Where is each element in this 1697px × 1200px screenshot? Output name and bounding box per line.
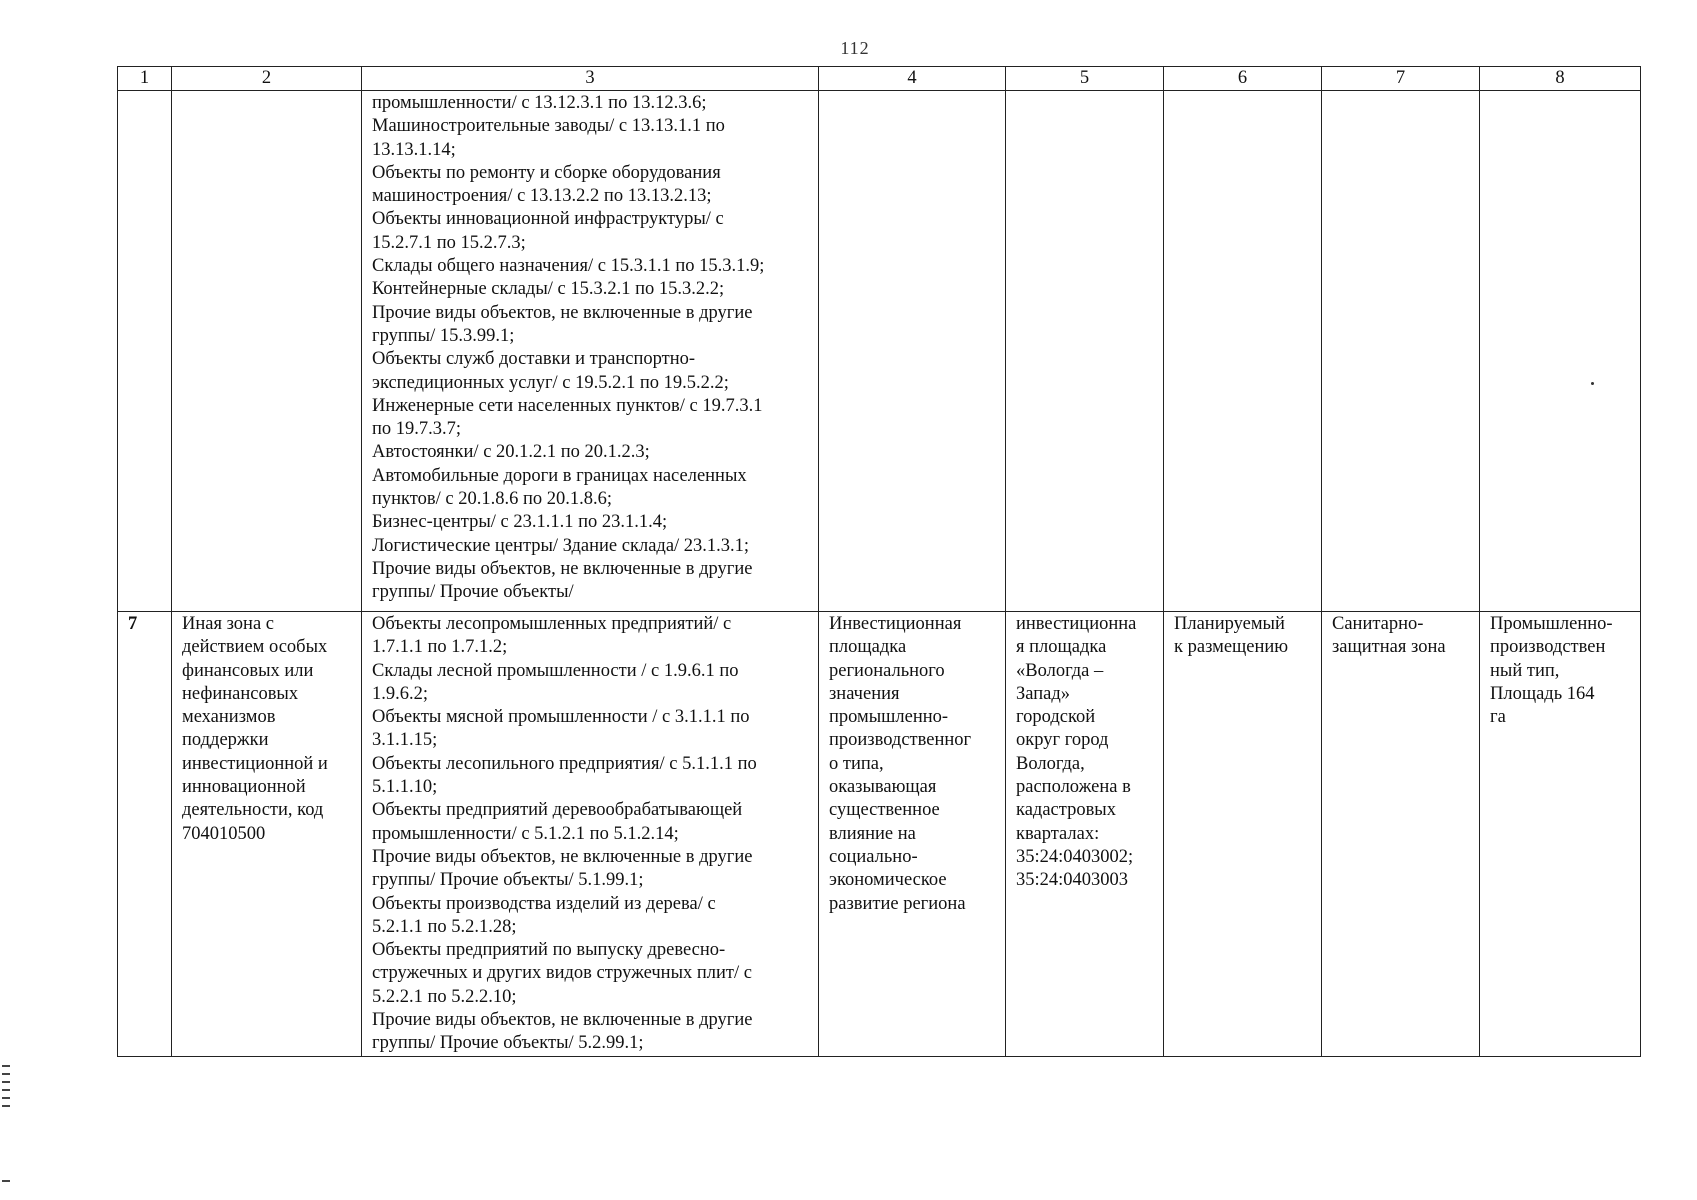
table-row <box>118 91 1641 612</box>
zone-purpose-cell <box>819 91 1006 612</box>
margin-mark <box>2 1105 10 1107</box>
cell-text-line: 3.1.1.15; <box>372 730 438 751</box>
status-cell <box>1164 91 1322 612</box>
cell-text-line: Логистические центры/ Здание склада/ 23.1.3.1; <box>372 535 750 556</box>
column-header: 5 <box>1006 67 1164 91</box>
zone-name-cell <box>172 91 362 612</box>
cell-text-line: Автомобильные дороги в границах населенных <box>372 465 747 486</box>
cell-text-line: 1.9.6.2; <box>372 683 429 704</box>
cell-text-line: промышленности/ с 5.1.2.1 по 5.1.2.14; <box>372 823 679 844</box>
cell-text-line: Инженерные сети населенных пунктов/ с 19.7.3.1 <box>372 395 763 416</box>
cell-text-line: 704010500 <box>182 823 266 844</box>
cell-text-line: округ город <box>1016 730 1109 751</box>
cell-text-line: поддержки <box>182 730 269 751</box>
row-number-cell <box>118 91 172 612</box>
cell-text-line: Иная зона с <box>182 614 275 634</box>
cell-text-line: оказывающая <box>829 777 937 798</box>
cell-text-line: Объекты предприятий деревообрабатывающей <box>372 800 743 821</box>
cell-text-line: регионального <box>829 660 945 681</box>
cell-text-line: Склады лесной промышленности / с 1.9.6.1 по <box>372 660 739 681</box>
cell-text-line: Объекты по ремонту и сборке оборудования <box>372 162 721 183</box>
cell-text-line: Машиностроительные заводы/ с 13.13.1.1 по <box>372 116 725 137</box>
cell-text-line: машиностроения/ с 13.13.2.2 по 13.13.2.13; <box>372 186 712 207</box>
cell-text-line: Контейнерные склады/ с 15.3.2.1 по 15.3.2.2; <box>372 279 725 300</box>
cell-text-line: Объекты инновационной инфраструктуры/ с <box>372 209 724 230</box>
column-header: 8 <box>1480 67 1641 91</box>
cell-text-line: 5.2.1.1 по 5.2.1.28; <box>372 916 517 937</box>
zone-name-cell <box>172 612 362 1057</box>
cell-text-line: Объекты производства изделий из дерева/ с <box>372 893 716 914</box>
cell-text-line: Прочие виды объектов, не включенные в другие <box>372 846 753 867</box>
restriction-cell <box>1322 91 1480 612</box>
cell-text-line: 35:24:0403002; <box>1016 846 1134 867</box>
cell-text-line: Запад» <box>1016 683 1071 704</box>
cell-text-line: пунктов/ с 20.1.8.6 по 20.1.8.6; <box>372 489 613 510</box>
status-cell <box>1164 612 1322 1057</box>
restriction-cell <box>1322 612 1480 1057</box>
cell-text-line: Объекты лесопильного предприятия/ с 5.1.1.1 по <box>372 753 757 774</box>
cell-text-line: о типа, <box>829 753 884 774</box>
characteristics-cell <box>1480 612 1641 1057</box>
cell-text-line: экспедиционных услуг/ с 19.5.2.1 по 19.5.2.2; <box>372 372 729 393</box>
column-header: 6 <box>1164 67 1322 91</box>
cell-text-line: нефинансовых <box>182 683 299 704</box>
margin-mark <box>2 1065 10 1067</box>
margin-mark <box>2 1073 10 1075</box>
scan-speck <box>1591 382 1594 385</box>
cell-text-line: значения <box>829 683 900 704</box>
zone-purpose-cell <box>819 612 1006 1057</box>
cell-text-line: Площадь 164 <box>1490 683 1595 704</box>
cell-text-line: Автостоянки/ с 20.1.2.1 по 20.1.2.3; <box>372 442 650 463</box>
row-number-cell: 7 <box>118 612 172 1057</box>
column-header: 3 <box>362 67 819 91</box>
cell-text-line: производствен <box>1490 637 1606 658</box>
cell-text-line: промышленности/ с 13.12.3.1 по 13.12.3.6; <box>372 93 707 113</box>
cell-text-line: Промышленно- <box>1490 614 1613 634</box>
column-header: 2 <box>172 67 362 91</box>
cell-text-line: Бизнес-центры/ с 23.1.1.1 по 23.1.1.4; <box>372 512 668 533</box>
cell-text-line: экономическое <box>829 870 947 891</box>
cell-text-line: действием особых <box>182 637 328 658</box>
cell-text-line: 35:24:0403003 <box>1016 870 1129 891</box>
cell-text-line: 5.1.1.10; <box>372 777 438 798</box>
cell-text-line: группы/ Прочие объекты/ <box>372 582 574 603</box>
cell-text-line: к размещению <box>1174 637 1289 658</box>
header-row <box>118 67 1641 91</box>
cell-text-line: я площадка <box>1016 637 1107 658</box>
cell-text-line: социально- <box>829 846 918 867</box>
cell-text-line: Склады общего назначения/ с 15.3.1.1 по 15.3.1.9; <box>372 256 765 277</box>
cell-text-line: расположена в <box>1016 777 1131 798</box>
cell-text-line: инвестиционной и <box>182 753 328 774</box>
cell-text-line: Прочие виды объектов, не включенные в другие <box>372 558 753 579</box>
objects-list-cell <box>362 612 819 1057</box>
zones-table <box>117 66 1641 1057</box>
cell-text-line: инновационной <box>182 777 306 798</box>
cell-text-line: Вологда, <box>1016 753 1085 774</box>
cell-text-line: 15.2.7.1 по 15.2.7.3; <box>372 232 526 253</box>
table-row <box>118 612 1641 1057</box>
cell-text-line: Объекты мясной промышленности / с 3.1.1.1 по <box>372 707 750 728</box>
objects-list-cell <box>362 91 819 612</box>
cell-text-line: по 19.7.3.7; <box>372 419 462 440</box>
cell-text-line: кварталах: <box>1016 823 1100 844</box>
cell-text-line: промышленно- <box>829 707 949 728</box>
cell-text-line: финансовых или <box>182 660 314 681</box>
cell-text-line: Объекты предприятий по выпуску древесно- <box>372 940 726 961</box>
column-header: 7 <box>1322 67 1480 91</box>
cell-text-line: ный тип, <box>1490 660 1560 681</box>
cell-text-line: защитная зона <box>1332 637 1446 658</box>
characteristics-cell <box>1480 91 1641 612</box>
cell-text-line: стружечных и других видов стружечных плит/ с <box>372 963 752 984</box>
cell-text-line: Инвестиционная <box>829 614 962 634</box>
cell-text-line: площадка <box>829 637 907 658</box>
cell-text-line: 1.7.1.1 по 1.7.1.2; <box>372 637 508 658</box>
cell-text-line: 13.13.1.14; <box>372 139 456 160</box>
cell-text-line: группы/ Прочие объекты/ 5.1.99.1; <box>372 870 644 891</box>
cell-text-line: «Вологда – <box>1016 660 1104 681</box>
cell-text-line: Прочие виды объектов, не включенные в другие <box>372 302 753 323</box>
cell-text-line: группы/ Прочие объекты/ 5.2.99.1; <box>372 1033 644 1054</box>
cell-text-line: кадастровых <box>1016 800 1116 821</box>
cell-text-line: Объекты служб доставки и транспортно- <box>372 349 696 370</box>
location-cell <box>1006 612 1164 1057</box>
location-cell <box>1006 91 1164 612</box>
cell-text-line: Санитарно- <box>1332 614 1424 634</box>
cell-text-line: влияние на <box>829 823 916 844</box>
margin-mark <box>2 1089 10 1091</box>
margin-mark <box>2 1180 10 1182</box>
cell-text-line: 5.2.2.1 по 5.2.2.10; <box>372 986 517 1007</box>
cell-text-line: механизмов <box>182 707 276 728</box>
cell-text-line: деятельности, код <box>182 800 324 821</box>
cell-text-line: Прочие виды объектов, не включенные в другие <box>372 1010 753 1031</box>
cell-text-line: развитие региона <box>829 893 966 914</box>
column-header: 4 <box>819 67 1006 91</box>
cell-text-line: Планируемый <box>1174 614 1285 634</box>
margin-mark <box>2 1097 10 1099</box>
cell-text-line: производственног <box>829 730 972 751</box>
cell-text-line: инвестиционна <box>1016 614 1137 634</box>
cell-text-line: существенное <box>829 800 940 821</box>
margin-mark <box>2 1081 10 1083</box>
cell-text-line: городской <box>1016 707 1096 728</box>
cell-text-line: группы/ 15.3.99.1; <box>372 325 515 346</box>
cell-text-line: Объекты лесопромышленных предприятий/ с <box>372 614 732 634</box>
page-number: 112 <box>840 38 870 58</box>
column-header: 1 <box>118 67 172 91</box>
cell-text-line: га <box>1490 707 1506 728</box>
